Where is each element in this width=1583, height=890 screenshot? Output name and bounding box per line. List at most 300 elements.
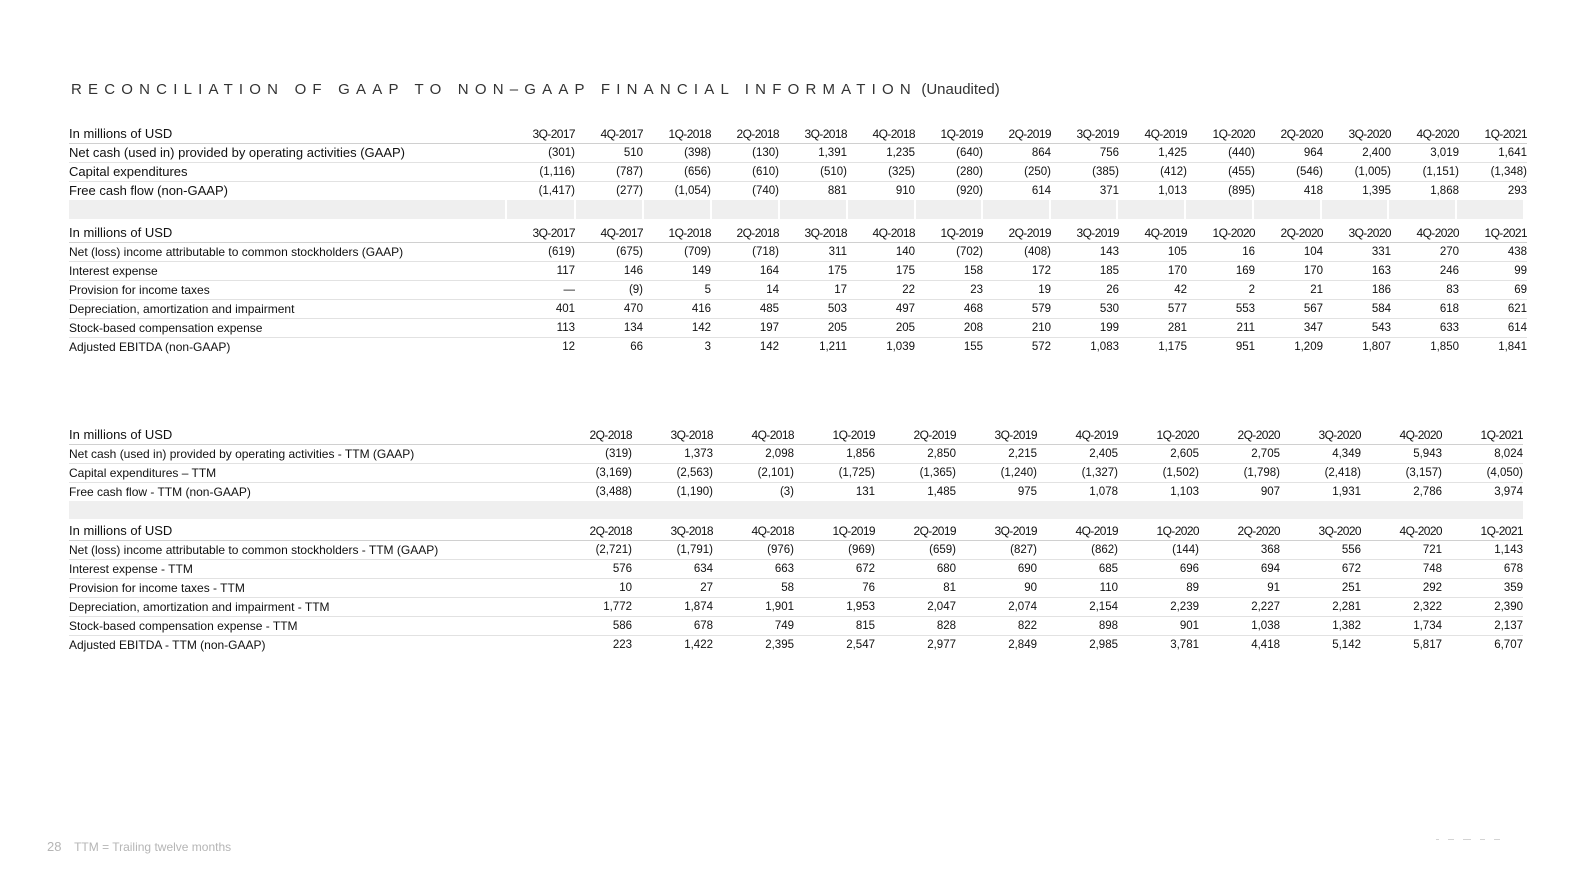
- table-cell: 8,024: [1442, 444, 1523, 463]
- table-cell: 567: [1255, 299, 1323, 318]
- table-cell: (787): [575, 162, 643, 181]
- table-row: [69, 261, 1527, 280]
- table-cell: 66: [630, 341, 643, 353]
- table-cell: 2,547: [846, 639, 875, 651]
- table-row: [69, 616, 1523, 635]
- table-cell: (398): [643, 143, 711, 162]
- table-cell: (862): [1037, 540, 1118, 559]
- table-cell: 678: [632, 616, 713, 635]
- table-row: [69, 337, 1527, 356]
- table-cell: (510): [779, 162, 847, 181]
- table-cell: 2,322: [1361, 597, 1442, 616]
- table-cell: 104: [1255, 242, 1323, 261]
- table-cell: 503: [779, 299, 847, 318]
- table-cell: 10: [551, 578, 632, 597]
- row-label: Free cash flow - TTM (non-GAAP): [69, 485, 251, 499]
- table-cell: 143: [1051, 242, 1119, 261]
- page-footer: [47, 839, 231, 854]
- table-cell: 401: [507, 299, 575, 318]
- table-cell: 5,142: [1332, 639, 1361, 651]
- table-cell: (3,169): [551, 463, 632, 482]
- table-cell: (827): [956, 540, 1037, 559]
- table-cell: 113: [507, 318, 575, 337]
- table-cell: 26: [1051, 280, 1119, 299]
- table-cell: 907: [1260, 486, 1280, 498]
- table-cell: 815: [794, 616, 875, 635]
- table-cell: 663: [713, 559, 794, 578]
- table-cell: 175: [847, 261, 915, 280]
- column-header-4q-2020: 4Q-2020: [1361, 521, 1442, 540]
- table-cell: 105: [1119, 242, 1187, 261]
- section-separator: [69, 200, 1523, 219]
- column-header-1q-2021: 1Q-2021: [1459, 124, 1527, 143]
- table-cell: (1,327): [1037, 463, 1118, 482]
- column-header-4q-2020: 4Q-2020: [1361, 425, 1442, 444]
- table-row: [69, 181, 1527, 200]
- table-cell: 614: [1031, 185, 1051, 197]
- column-header-3q-2020: 3Q-2020: [1280, 521, 1361, 540]
- row-label: Interest expense: [69, 261, 507, 280]
- table-row: [69, 482, 1523, 501]
- page-title: [71, 81, 1000, 99]
- table-cell: 142: [643, 318, 711, 337]
- table-cell: 2,395: [765, 639, 794, 651]
- table-cell: 1,953: [794, 597, 875, 616]
- table-cell: 2,154: [1037, 597, 1118, 616]
- table-cell: 678: [1442, 559, 1523, 578]
- table-cell: 1,078: [1089, 486, 1118, 498]
- table-cell: (675): [575, 242, 643, 261]
- row-label: Net cash (used in) provided by operating activities (GAAP): [69, 143, 507, 162]
- table-cell: 205: [847, 318, 915, 337]
- table-cell: 1,425: [1119, 143, 1187, 162]
- table-cell: 3,974: [1494, 486, 1523, 498]
- table-cell: (895): [1228, 185, 1255, 197]
- table-cell: 1,143: [1442, 540, 1523, 559]
- column-header-3q-2018: 3Q-2018: [779, 223, 847, 242]
- table-cell: 210: [983, 318, 1051, 337]
- table-cell: 172: [983, 261, 1051, 280]
- table-row: [69, 597, 1523, 616]
- table-cell: 293: [1507, 185, 1527, 197]
- table-header-label: In millions of USD: [69, 425, 551, 444]
- table-cell: 584: [1323, 299, 1391, 318]
- table-cell: 134: [575, 318, 643, 337]
- table-cell: 1,868: [1430, 185, 1459, 197]
- table-cell: (3,157): [1361, 463, 1442, 482]
- free-cash-flow-quarterly-table: [69, 124, 1527, 200]
- table-cell: 901: [1118, 616, 1199, 635]
- table-cell: (408): [983, 242, 1051, 261]
- row-label: Capital expenditures: [69, 162, 507, 181]
- table-cell: 685: [1037, 559, 1118, 578]
- table-cell: 576: [551, 559, 632, 578]
- table-cell: 1,391: [779, 143, 847, 162]
- table-cell: 1,901: [713, 597, 794, 616]
- column-header-3q-2017: 3Q-2017: [507, 223, 575, 242]
- table-cell: 89: [1118, 578, 1199, 597]
- table-row: [69, 162, 1527, 181]
- table-cell: 1,175: [1158, 341, 1187, 353]
- column-header-3q-2020: 3Q-2020: [1323, 223, 1391, 242]
- column-header-1q-2019: 1Q-2019: [915, 124, 983, 143]
- table-cell: 1,373: [632, 444, 713, 463]
- table-cell: 556: [1280, 540, 1361, 559]
- table-cell: 822: [956, 616, 1037, 635]
- table-cell: 3,781: [1170, 639, 1199, 651]
- column-header-3q-2019: 3Q-2019: [1051, 124, 1119, 143]
- table-cell: 898: [1037, 616, 1118, 635]
- column-header-3q-2017: 3Q-2017: [507, 124, 575, 143]
- table-cell: 359: [1442, 578, 1523, 597]
- table-cell: (1,502): [1118, 463, 1199, 482]
- table-cell: 4,418: [1251, 639, 1280, 651]
- table-cell: 197: [711, 318, 779, 337]
- table-row: [69, 444, 1523, 463]
- table-cell: 2,227: [1199, 597, 1280, 616]
- table-cell: (740): [752, 185, 779, 197]
- row-label: Adjusted EBITDA (non-GAAP): [69, 340, 231, 354]
- table-cell: 1,013: [1158, 185, 1187, 197]
- table-cell: 23: [915, 280, 983, 299]
- table-cell: (2,418): [1280, 463, 1361, 482]
- table-cell: 158: [915, 261, 983, 280]
- column-header-3q-2019: 3Q-2019: [956, 425, 1037, 444]
- table-cell: (659): [875, 540, 956, 559]
- table-header-label: In millions of USD: [69, 124, 507, 143]
- table-cell: 5,817: [1413, 639, 1442, 651]
- column-header-4q-2017: 4Q-2017: [575, 223, 643, 242]
- table-cell: (385): [1051, 162, 1119, 181]
- table-cell: 634: [632, 559, 713, 578]
- table-cell: 146: [575, 261, 643, 280]
- table-cell: 2,850: [875, 444, 956, 463]
- table-cell: 5,943: [1361, 444, 1442, 463]
- table-cell: 2,786: [1413, 486, 1442, 498]
- table-cell: 749: [713, 616, 794, 635]
- column-header-2q-2018: 2Q-2018: [551, 425, 632, 444]
- table-cell: 58: [713, 578, 794, 597]
- table-cell: (1,365): [875, 463, 956, 482]
- table-cell: 4,349: [1280, 444, 1361, 463]
- table-cell: 672: [794, 559, 875, 578]
- table-cell: 347: [1255, 318, 1323, 337]
- table-cell: 1,422: [684, 639, 713, 651]
- table-cell: 76: [794, 578, 875, 597]
- column-header-3q-2018: 3Q-2018: [779, 124, 847, 143]
- column-header-1q-2018: 1Q-2018: [643, 124, 711, 143]
- table-cell: 1,038: [1199, 616, 1280, 635]
- table-cell: 163: [1323, 261, 1391, 280]
- table-cell: 223: [612, 639, 632, 651]
- row-label: Capital expenditures – TTM: [69, 463, 551, 482]
- table-cell: 1,395: [1362, 185, 1391, 197]
- table-cell: 756: [1051, 143, 1119, 162]
- page-number: 28: [47, 839, 62, 854]
- table-cell: 90: [956, 578, 1037, 597]
- table-cell: 748: [1361, 559, 1442, 578]
- table-cell: 2,239: [1118, 597, 1199, 616]
- column-header-2q-2019: 2Q-2019: [983, 124, 1051, 143]
- column-header-1q-2021: 1Q-2021: [1459, 223, 1527, 242]
- column-header-4q-2018: 4Q-2018: [847, 124, 915, 143]
- table-cell: 1,209: [1294, 341, 1323, 353]
- table-cell: 164: [711, 261, 779, 280]
- table-cell: 16: [1187, 242, 1255, 261]
- table-cell: 2,074: [956, 597, 1037, 616]
- table-cell: 208: [915, 318, 983, 337]
- table-cell: 170: [1119, 261, 1187, 280]
- table-cell: (3,488): [595, 486, 632, 498]
- table-cell: (440): [1187, 143, 1255, 162]
- table-cell: 2,215: [956, 444, 1037, 463]
- table-cell: 3: [704, 341, 711, 353]
- table-row: [69, 318, 1527, 337]
- table-cell: (702): [915, 242, 983, 261]
- table-row: [69, 242, 1527, 261]
- table-cell: 149: [643, 261, 711, 280]
- row-label: Depreciation, amortization and impairment: [69, 299, 507, 318]
- row-label: Provision for income taxes - TTM: [69, 578, 551, 597]
- table-cell: 416: [643, 299, 711, 318]
- table-row: [69, 578, 1523, 597]
- table-cell: 2: [1187, 280, 1255, 299]
- table-cell: (1,054): [674, 185, 711, 197]
- table-cell: (325): [847, 162, 915, 181]
- page-title-unaudited: (Unaudited): [921, 81, 1000, 98]
- column-header-4q-2018: 4Q-2018: [847, 223, 915, 242]
- table-cell: 633: [1391, 318, 1459, 337]
- table-cell: 696: [1118, 559, 1199, 578]
- table-cell: 117: [507, 261, 575, 280]
- table-cell: 672: [1280, 559, 1361, 578]
- table-cell: 281: [1119, 318, 1187, 337]
- table-cell: 1,083: [1090, 341, 1119, 353]
- table-header-label: In millions of USD: [69, 223, 507, 242]
- table-cell: 2,047: [875, 597, 956, 616]
- table-cell: 975: [1017, 486, 1037, 498]
- table-cell: 2,705: [1199, 444, 1280, 463]
- table-cell: 577: [1119, 299, 1187, 318]
- table-cell: (619): [507, 242, 575, 261]
- column-header-2q-2020: 2Q-2020: [1255, 223, 1323, 242]
- table-cell: 1,772: [551, 597, 632, 616]
- row-label: Net (loss) income attributable to common stockholders (GAAP): [69, 242, 507, 261]
- table-cell: 1,874: [632, 597, 713, 616]
- table-cell: (976): [713, 540, 794, 559]
- table-cell: (610): [711, 162, 779, 181]
- column-header-4q-2019: 4Q-2019: [1037, 425, 1118, 444]
- table-cell: 21: [1255, 280, 1323, 299]
- free-cash-flow-ttm-table: [69, 425, 1523, 501]
- column-header-4q-2020: 4Q-2020: [1391, 223, 1459, 242]
- table-cell: 579: [983, 299, 1051, 318]
- brand-logo-icon: [1436, 839, 1500, 845]
- row-label: Depreciation, amortization and impairment - TTM: [69, 597, 551, 616]
- page-title-main: RECONCILIATION OF GAAP TO NON–GAAP FINANCIAL INFORMATION: [71, 81, 917, 98]
- table-cell: (1,190): [676, 486, 713, 498]
- column-header-3q-2018: 3Q-2018: [632, 425, 713, 444]
- table-cell: 510: [575, 143, 643, 162]
- table-cell: (1,417): [538, 185, 575, 197]
- table-cell: 543: [1323, 318, 1391, 337]
- table-cell: 292: [1361, 578, 1442, 597]
- row-label: Stock-based compensation expense - TTM: [69, 616, 551, 635]
- table-cell: 155: [963, 341, 983, 353]
- column-header-2q-2018: 2Q-2018: [711, 223, 779, 242]
- table-row: [69, 299, 1527, 318]
- table-cell: (546): [1255, 162, 1323, 181]
- table-cell: 170: [1255, 261, 1323, 280]
- column-header-2q-2020: 2Q-2020: [1199, 425, 1280, 444]
- table-cell: 2,098: [713, 444, 794, 463]
- table-cell: 721: [1361, 540, 1442, 559]
- table-cell: (1,116): [507, 162, 575, 181]
- section-separator: [69, 501, 1523, 519]
- table-cell: (1,240): [956, 463, 1037, 482]
- table-cell: 485: [711, 299, 779, 318]
- table-cell: 881: [827, 185, 847, 197]
- table-cell: 1,850: [1430, 341, 1459, 353]
- column-header-3q-2018: 3Q-2018: [632, 521, 713, 540]
- table-cell: 2,400: [1323, 143, 1391, 162]
- table-cell: 199: [1051, 318, 1119, 337]
- table-cell: (1,348): [1459, 162, 1527, 181]
- table-cell: 3,019: [1391, 143, 1459, 162]
- column-header-3q-2019: 3Q-2019: [1051, 223, 1119, 242]
- table-cell: 1,235: [847, 143, 915, 162]
- row-label: Interest expense - TTM: [69, 559, 551, 578]
- table-cell: 864: [983, 143, 1051, 162]
- table-cell: 205: [779, 318, 847, 337]
- table-cell: (1,798): [1199, 463, 1280, 482]
- table-cell: 497: [847, 299, 915, 318]
- table-cell: 371: [1099, 185, 1119, 197]
- table-cell: 331: [1323, 242, 1391, 261]
- table-cell: 91: [1199, 578, 1280, 597]
- table-cell: 1,807: [1362, 341, 1391, 353]
- table-cell: 17: [779, 280, 847, 299]
- table-cell: 1,039: [886, 341, 915, 353]
- column-header-3q-2019: 3Q-2019: [956, 521, 1037, 540]
- table-cell: 169: [1187, 261, 1255, 280]
- column-header-3q-2020: 3Q-2020: [1323, 124, 1391, 143]
- table-cell: 1,734: [1361, 616, 1442, 635]
- table-cell: 99: [1459, 261, 1527, 280]
- adjusted-ebitda-quarterly-table: [69, 223, 1527, 356]
- table-cell: 140: [847, 242, 915, 261]
- column-header-1q-2021: 1Q-2021: [1442, 425, 1523, 444]
- table-cell: 530: [1051, 299, 1119, 318]
- table-cell: (9): [575, 280, 643, 299]
- row-label: Free cash flow (non-GAAP): [69, 183, 228, 198]
- column-header-1q-2020: 1Q-2020: [1187, 223, 1255, 242]
- table-cell: 1,211: [819, 341, 847, 353]
- table-cell: 828: [875, 616, 956, 635]
- table-cell: 175: [779, 261, 847, 280]
- table-cell: 1,382: [1280, 616, 1361, 635]
- table-cell: (640): [915, 143, 983, 162]
- row-label: Adjusted EBITDA - TTM (non-GAAP): [69, 638, 266, 652]
- table-cell: 964: [1255, 143, 1323, 162]
- table-cell: (1,791): [632, 540, 713, 559]
- table-cell: 246: [1391, 261, 1459, 280]
- table-cell: 2,137: [1442, 616, 1523, 635]
- column-header-1q-2020: 1Q-2020: [1118, 425, 1199, 444]
- table-cell: (3): [779, 486, 794, 498]
- table-cell: 251: [1280, 578, 1361, 597]
- column-header-1q-2020: 1Q-2020: [1187, 124, 1255, 143]
- table-cell: (2,563): [632, 463, 713, 482]
- table-cell: (920): [956, 185, 983, 197]
- table-cell: 5: [643, 280, 711, 299]
- table-cell: 951: [1235, 341, 1255, 353]
- table-cell: 614: [1459, 318, 1527, 337]
- table-cell: 618: [1391, 299, 1459, 318]
- column-header-4q-2017: 4Q-2017: [575, 124, 643, 143]
- table-cell: (1,151): [1391, 162, 1459, 181]
- table-cell: (130): [711, 143, 779, 162]
- column-header-4q-2018: 4Q-2018: [713, 425, 794, 444]
- table-cell: (412): [1119, 162, 1187, 181]
- column-header-1q-2019: 1Q-2019: [794, 425, 875, 444]
- table-cell: (709): [643, 242, 711, 261]
- table-cell: 27: [632, 578, 713, 597]
- table-cell: (2,721): [551, 540, 632, 559]
- column-header-3q-2020: 3Q-2020: [1280, 425, 1361, 444]
- column-header-2q-2019: 2Q-2019: [875, 425, 956, 444]
- table-cell: (2,101): [713, 463, 794, 482]
- table-cell: 110: [1037, 578, 1118, 597]
- table-cell: (1,725): [794, 463, 875, 482]
- table-cell: 368: [1199, 540, 1280, 559]
- table-cell: 270: [1391, 242, 1459, 261]
- table-cell: 69: [1459, 280, 1527, 299]
- table-cell: 1,856: [794, 444, 875, 463]
- table-cell: 680: [875, 559, 956, 578]
- column-header-2q-2020: 2Q-2020: [1199, 521, 1280, 540]
- table-row: [69, 540, 1523, 559]
- table-cell: (969): [794, 540, 875, 559]
- table-cell: 1,485: [927, 486, 956, 498]
- table-cell: 586: [551, 616, 632, 635]
- table-header-row: [69, 223, 1527, 242]
- table-cell: (4,050): [1442, 463, 1523, 482]
- table-cell: 12: [562, 341, 575, 353]
- row-label: Provision for income taxes: [69, 280, 507, 299]
- table-cell: (656): [643, 162, 711, 181]
- column-header-2q-2020: 2Q-2020: [1255, 124, 1323, 143]
- table-cell: 22: [847, 280, 915, 299]
- table-cell: 1,641: [1459, 143, 1527, 162]
- table-cell: 690: [956, 559, 1037, 578]
- table-cell: 42: [1119, 280, 1187, 299]
- column-header-1q-2019: 1Q-2019: [915, 223, 983, 242]
- column-header-1q-2021: 1Q-2021: [1442, 521, 1523, 540]
- table-cell: (280): [915, 162, 983, 181]
- table-cell: 186: [1323, 280, 1391, 299]
- table-cell: 2,390: [1442, 597, 1523, 616]
- table-header-row: [69, 124, 1527, 143]
- column-header-4q-2020: 4Q-2020: [1391, 124, 1459, 143]
- table-cell: 621: [1459, 299, 1527, 318]
- table-row: [69, 463, 1523, 482]
- table-cell: 1,103: [1170, 486, 1199, 498]
- table-cell: 2,849: [1008, 639, 1037, 651]
- table-cell: 1,931: [1332, 486, 1361, 498]
- table-cell: 1,841: [1498, 341, 1527, 353]
- table-row: [69, 635, 1523, 654]
